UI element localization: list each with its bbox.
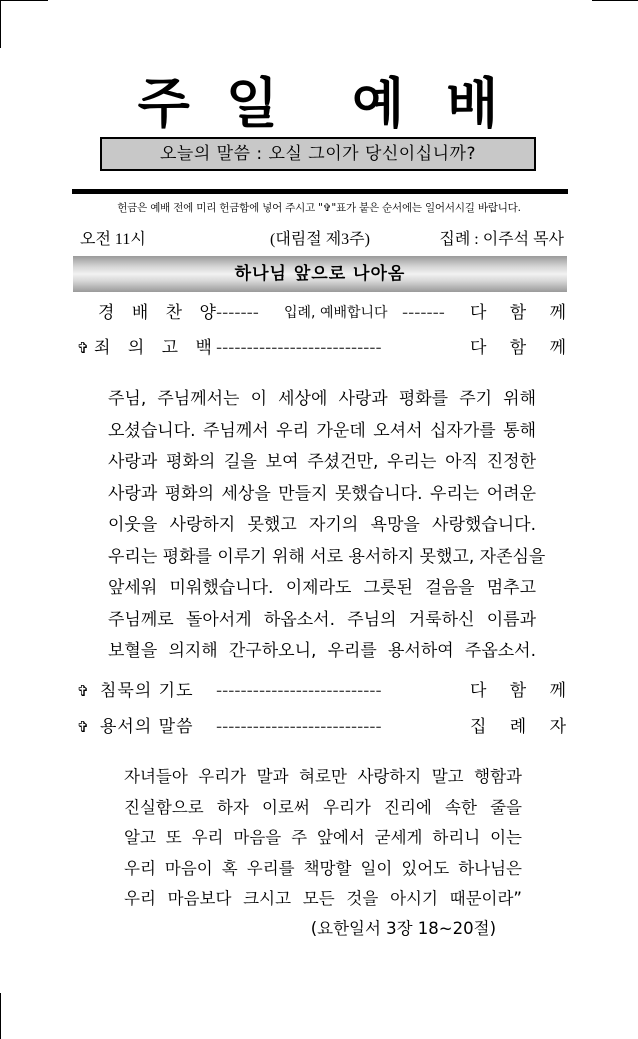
order-item bbox=[74, 714, 566, 740]
order-item bbox=[74, 300, 566, 326]
prayer-line: 사랑과 평화의 길을 보여 주셨건만, 우리는 아직 진정한 bbox=[108, 452, 536, 472]
liturgical-season: (대림절 제3주) bbox=[270, 231, 370, 248]
order-item-label: 용서의 말씀 bbox=[100, 717, 194, 737]
crop-mark-top-left-vertical bbox=[0, 0, 1, 48]
prayer-line: 주님, 주님께서는 이 세상에 사랑과 평화를 주기 위해 bbox=[108, 389, 536, 409]
scripture-line: 우리 마음이 혹 우리를 책망할 일이 있어도 하나님은 bbox=[124, 858, 522, 878]
order-item-leader: 다 함 께 bbox=[470, 681, 566, 701]
divider-rule bbox=[72, 189, 568, 194]
leader-dashes: ------- bbox=[216, 303, 259, 323]
scripture-reference: (요한일서 3장 18~20절) bbox=[310, 919, 496, 938]
title-char: 예 bbox=[352, 72, 407, 135]
order-item bbox=[74, 335, 566, 361]
sermon-title-box: 오늘의 말씀 : 오실 그이가 당신이십니까? bbox=[100, 137, 536, 171]
order-item-leader: 다 함 께 bbox=[470, 338, 566, 358]
crop-mark-top-left-horizontal bbox=[0, 0, 48, 1]
standing-notice: 헌금은 예배 전에 미리 헌금함에 넣어 주시고 "✞"표가 붙은 순서에는 일어서시길 바랍니다. bbox=[117, 202, 521, 214]
prayer-line: 주님께로 돌아서게 하옵소서. 주님의 거룩하신 이름과 bbox=[108, 609, 536, 630]
order-item-leader: 집 례 자 bbox=[470, 717, 566, 737]
leader-dashes: ------- bbox=[402, 303, 445, 323]
prayer-line: 이웃을 사랑하지 못했고 자기의 욕망을 사랑했습니다. bbox=[108, 515, 536, 535]
confession-prayer bbox=[108, 384, 546, 668]
scripture-line: 자녀들아 우리가 말과 혀로만 사랑하지 말고 행함과 bbox=[124, 767, 522, 786]
order-item-label: 죄 의 고 백 bbox=[94, 338, 218, 358]
order-item-note: 입례, 예배합니다 bbox=[284, 305, 388, 321]
section-header: 하나님 앞으로 나아옴 bbox=[73, 256, 567, 292]
prayer-line: 오셨습니다. 주님께서 우리 가운데 오셔서 십자가를 통해 bbox=[108, 420, 536, 441]
leader-dashes: --------------------------- bbox=[216, 681, 382, 701]
assurance-scripture bbox=[124, 762, 522, 938]
prayer-line: 보혈을 의지해 간구하오니, 우리를 용서하여 주옵소서. bbox=[108, 641, 536, 661]
title-char: 주 bbox=[137, 72, 192, 135]
prayer-line: 우리는 평화를 이루기 위해 서로 용서하지 못했고, 자존심을 bbox=[108, 546, 546, 567]
service-time: 오전 11시 bbox=[80, 231, 146, 248]
crop-mark-top-right-horizontal bbox=[592, 0, 638, 1]
standing-cross-icon: ✞ bbox=[76, 718, 90, 736]
title-char: 일 bbox=[225, 72, 280, 135]
order-item bbox=[74, 678, 566, 704]
scripture-line: 알고 또 우리 마음을 주 앞에서 굳세게 하리니 이는 bbox=[124, 828, 522, 847]
prayer-line: 사랑과 평화의 세상을 만들지 못했습니다. 우리는 어려운 bbox=[108, 483, 536, 504]
order-item-label: 침묵의 기도 bbox=[100, 681, 194, 701]
leader-dashes: --------------------------- bbox=[216, 717, 382, 737]
standing-cross-icon: ✞ bbox=[76, 682, 90, 700]
officiant: 집례 : 이주석 목사 bbox=[439, 231, 564, 248]
prayer-line: 앞세워 미워했습니다. 이제라도 그릇된 걸음을 멈추고 bbox=[108, 578, 536, 598]
scripture-line: 우리 마음보다 크시고 모든 것을 아시기 때문이라” bbox=[124, 889, 522, 908]
order-item-label: 경 배 찬 양 bbox=[98, 303, 222, 323]
crop-mark-bottom-left-vertical bbox=[0, 993, 1, 1039]
title-char: 배 bbox=[446, 72, 501, 135]
order-item-leader: 다 함 께 bbox=[470, 303, 566, 323]
leader-dashes: --------------------------- bbox=[216, 338, 382, 358]
service-info-row bbox=[80, 228, 564, 252]
standing-cross-icon: ✞ bbox=[76, 339, 90, 357]
page-title bbox=[0, 72, 638, 136]
scripture-line: 진실함으로 하자 이로써 우리가 진리에 속한 줄을 bbox=[124, 797, 522, 817]
